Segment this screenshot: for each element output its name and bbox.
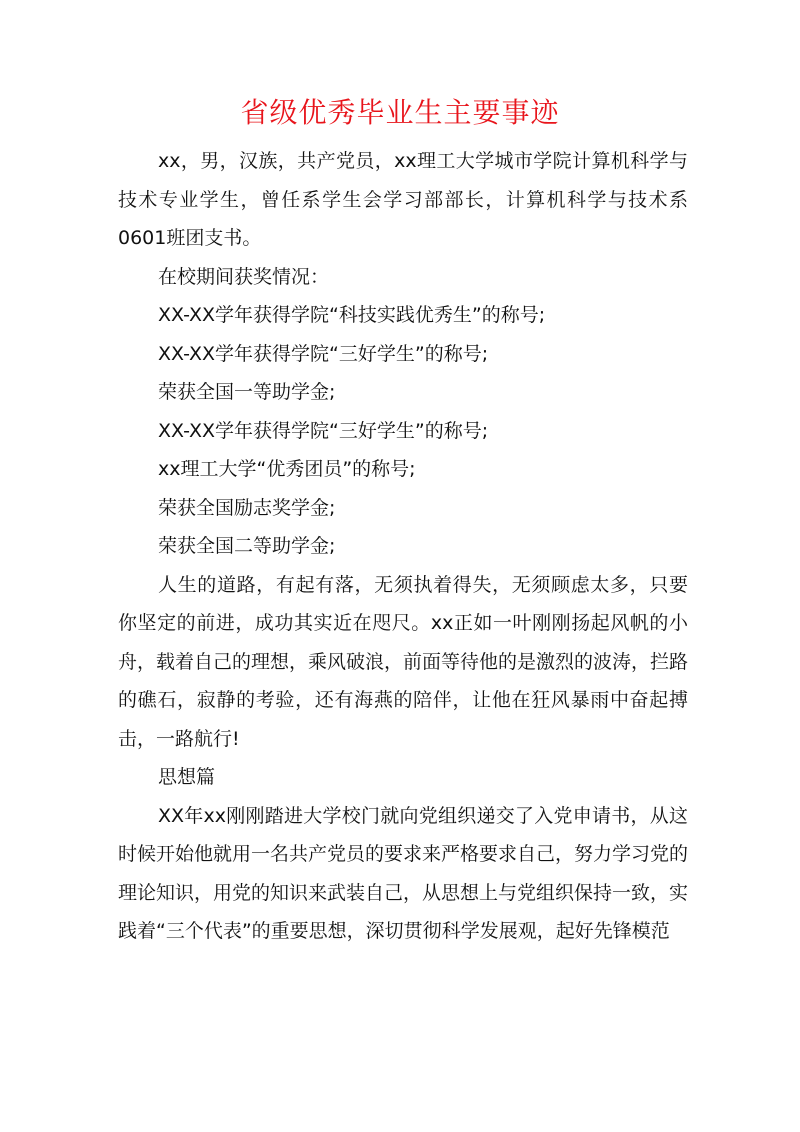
page-title: 省级优秀毕业生主要事迹 [240, 96, 560, 129]
award-item: xx理工大学“优秀团员”的称号; [158, 458, 416, 480]
award-item: 荣获全国二等助学金; [158, 535, 336, 557]
section-heading: 思想篇 [158, 766, 216, 788]
award-item: 荣获全国一等助学金; [158, 381, 336, 403]
intro-paragraph: xx，男，汉族，共产党员，xx理工大学城市学院计算机科学与技术专业学生，曾任系学生会学习部部长，计算机科学与技术系0601班团支书。 [118, 150, 688, 249]
award-item: XX-XX学年获得学院“三好学生”的称号; [158, 419, 489, 442]
thought-paragraph: XX年xx刚刚踏进大学校门就向党组织递交了入党申请书，从这时候开始他就用一名共产党员的要求来严格要求自己，努力学习党的理论知识，用党的知识来武装自己，从思想上与党组织保持一致，实践着“三个代表”的重要思想，深切贯彻科学发展观，起好先锋模范 [118, 804, 689, 942]
award-item: XX-XX学年获得学院“三好学生”的称号; [158, 342, 489, 365]
award-item: 荣获全国励志奖学金; [158, 496, 336, 519]
award-item: XX-XX学年获得学院“科技实践优秀生”的称号; [158, 304, 546, 326]
document-body [118, 142, 688, 951]
life-paragraph: 人生的道路，有起有落，无须执着得失，无须顾虑太多，只要你坚定的前进，成功其实近在咫尺。xx正如一叶刚刚扬起风帆的小舟，载着自己的理想，乘风破浪，前面等待他的是激烈的波涛，拦路的礁石，寂静的考验，还有海燕的陪伴，让他在狂风暴雨中奋起搏击，一路航行! [118, 573, 689, 750]
awards-heading: 在校期间获奖情况： [158, 265, 330, 288]
